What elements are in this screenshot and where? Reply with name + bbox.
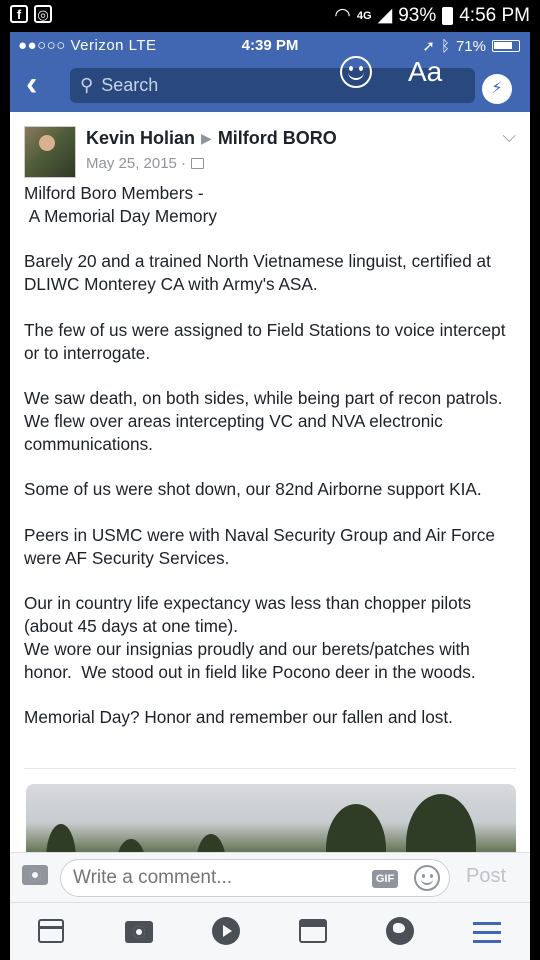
back-chevron-icon[interactable]: ‹: [26, 65, 38, 103]
messenger-icon[interactable]: ⚡: [482, 74, 512, 104]
facebook-app: [10, 32, 530, 960]
search-placeholder: Search: [101, 75, 159, 95]
tab-notifications[interactable]: [386, 917, 416, 947]
post-paragraph: Our in country life expectancy was less than chopper pilots (about 45 days at one time). We wore our insignias proudly and our berets/patches with honor. We stood out in field like Pocono deer in the woods.: [24, 593, 476, 682]
post-date[interactable]: May 25, 2015 ·: [86, 155, 187, 172]
post-paragraph: Memorial Day? Honor and remember our fallen and lost.: [24, 707, 453, 728]
ios-battery-icon: [492, 40, 520, 52]
ios-status-indicators: [422, 37, 520, 55]
emoji-icon[interactable]: [414, 865, 440, 891]
location-icon: ➚: [422, 38, 435, 55]
bottom-tab-bar: [10, 902, 530, 960]
globe-icon: [386, 917, 414, 945]
gif-button[interactable]: GIF: [372, 870, 398, 888]
bluetooth-icon: ᛒ: [440, 37, 450, 55]
tab-news-feed[interactable]: [38, 917, 68, 947]
wifi-icon: ◠: [334, 5, 351, 26]
ios-clock: 4:39 PM: [241, 37, 299, 54]
hamburger-menu-icon: [473, 922, 501, 925]
tab-camera[interactable]: [125, 917, 155, 947]
play-icon: [212, 917, 240, 945]
smiley-icon[interactable]: [340, 56, 372, 88]
author-name[interactable]: Kevin Holian: [86, 128, 196, 148]
news-feed-icon: [38, 919, 64, 943]
notification-icons: [10, 5, 52, 23]
post-paragraph: The few of us were assigned to Field Stations to voice intercept or to interrogate.: [24, 319, 511, 363]
post-header: [86, 128, 337, 149]
audience-icon: [191, 158, 204, 169]
post-paragraph: Some of us were shot down, our 82nd Airborne support KIA.: [24, 479, 482, 500]
device-battery-percent: 93%: [398, 4, 437, 26]
device-status-bar: [0, 0, 540, 32]
tab-menu[interactable]: [473, 917, 503, 947]
facebook-notification-icon: f: [10, 5, 28, 23]
marketplace-icon: [299, 919, 327, 943]
post-paragraph: Milford Boro Members - A Memorial Day Memory: [24, 183, 217, 226]
signal-icon: ◢: [377, 5, 393, 26]
arrow-right-icon: ▶: [201, 130, 212, 146]
divider: [24, 768, 516, 769]
device-clock: 4:56 PM: [459, 4, 530, 26]
tab-marketplace[interactable]: [299, 917, 329, 947]
tab-video[interactable]: [212, 917, 242, 947]
avatar[interactable]: [24, 126, 76, 178]
comment-bar: [10, 852, 530, 902]
group-name[interactable]: Milford BORO: [217, 128, 337, 148]
text-size-button[interactable]: Aa: [408, 56, 443, 87]
ios-battery-percent: 71%: [455, 37, 486, 55]
device-status-indicators: [334, 4, 530, 27]
device-battery-icon: [442, 7, 453, 25]
carrier-label: ●●○○○ Verizon LTE: [18, 37, 157, 54]
chevron-down-icon[interactable]: ⌵: [502, 126, 516, 146]
camera-icon[interactable]: [22, 865, 48, 885]
post-meta: [86, 155, 204, 172]
post-text: [24, 182, 520, 729]
search-icon: ⚲: [80, 75, 94, 95]
network-type: 4G: [356, 9, 372, 22]
post-paragraph: Barely 20 and a trained North Vietnamese linguist, certified at DLIWC Monterey CA with Army's ASA.: [24, 251, 496, 295]
post-paragraph: We saw death, on both sides, while being part of recon patrols. We flew over areas intercepting VC and NVA electronic communications.: [24, 388, 503, 454]
instagram-notification-icon: ◎: [34, 5, 52, 23]
post-paragraph: Peers in USMC were with Naval Security Group and Air Force were AF Security Services.: [24, 524, 500, 568]
navigation-bar: [10, 58, 530, 112]
post-card: [10, 112, 530, 892]
post-comment-button[interactable]: Post: [466, 865, 507, 887]
camera-icon: [125, 921, 153, 943]
ios-status-bar: [10, 32, 530, 58]
